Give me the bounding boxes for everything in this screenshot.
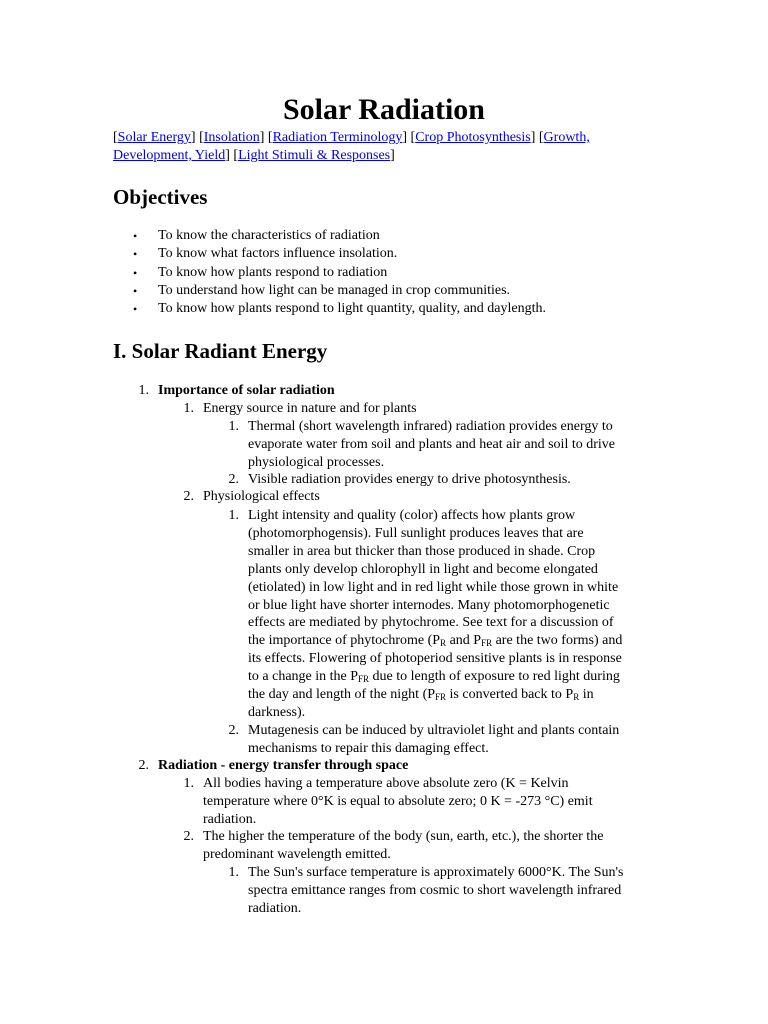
list-item-line: physiological processes.: [248, 455, 385, 470]
list-item-line: spectra emittance ranges from cosmic to short wavelength infrared: [248, 883, 622, 898]
list-item-line: All bodies having a temperature above absolute zero (K = Kelvin: [203, 776, 569, 791]
objective-item: To know what factors influence insolation.: [158, 246, 398, 261]
list-item-line: The higher the temperature of the body (sun, earth, etc.), the shorter the: [203, 829, 604, 844]
list-item-line: Mutagenesis can be induced by ultraviolet light and plants contain: [248, 723, 620, 738]
list-item-line: to a change in the $P_{FR}$ due to length of exposure to red light during: [248, 669, 620, 684]
list-number: 1.: [183, 401, 194, 416]
nav-link-radiation-terminology[interactable]: Radiation Terminology: [272, 130, 403, 145]
page-title: Solar Radiation: [283, 93, 485, 126]
list-number: 1.: [138, 383, 149, 398]
list-item: Physiological effects: [203, 489, 320, 504]
objective-item: To understand how light can be managed in crop communities.: [158, 283, 511, 298]
list-item-line: its effects. Flowering of photoperiod sensitive plants is in response: [248, 651, 622, 666]
nav-link-insolation[interactable]: Insolation: [203, 130, 260, 145]
list-item-heading: Radiation - energy transfer through space: [158, 758, 409, 773]
nav-link-growth-development-yield[interactable]: Growth, Development, Yield: [113, 130, 590, 163]
list-item-line: Light intensity and quality (color) affects how plants grow: [248, 508, 576, 523]
list-number: 1.: [183, 776, 194, 791]
bullet-icon: •: [133, 229, 138, 243]
list-item-line: (photomorphogensis). Full sunlight produces leaves that are: [248, 526, 584, 541]
objective-item: To know how plants respond to light quantity, quality, and daylength.: [158, 301, 546, 316]
nav-link-light-stimuli-responses[interactable]: Light Stimuli & Responses: [238, 148, 391, 163]
bullet-icon: •: [133, 247, 138, 261]
bullet-icon: •: [133, 284, 138, 298]
list-number: 2.: [228, 472, 239, 487]
list-item: Energy source in nature and for plants: [203, 401, 417, 416]
list-item-line: evaporate water from soil and plants and heat air and soil to drive: [248, 437, 615, 452]
nav-link-crop-photosynthesis[interactable]: Crop Photosynthesis: [415, 130, 531, 145]
list-item-heading: Importance of solar radiation: [158, 383, 335, 398]
list-number: 2.: [138, 758, 149, 773]
list-number: 2.: [183, 829, 194, 844]
list-item-line: or blue light have shorter internodes. Many photomorphogenetic: [248, 598, 610, 613]
bullet-icon: •: [133, 266, 138, 280]
list-item-line: temperature where 0°K is equal to absolute zero; 0 K = -273 °C) emit: [203, 794, 593, 809]
topic-nav: [Solar Energy] [Insolation] [Radiation Terminology] [Crop Photosynthesis] [Growth, Development, Yield] [Light Stimuli & Responses]: [113, 130, 590, 163]
list-number: 2.: [228, 723, 239, 738]
list-item-line: Visible radiation provides energy to drive photosynthesis.: [248, 472, 571, 487]
list-number: 1.: [228, 508, 239, 523]
list-item-line: the importance of phytochrome ($P_R$ and $P_{FR}$ are the two forms) and: [248, 633, 623, 648]
list-item-line: The Sun's surface temperature is approximately 6000°K. The Sun's: [248, 865, 624, 880]
list-number: 1.: [228, 865, 239, 880]
list-item-line: mechanisms to repair this damaging effect.: [248, 741, 489, 756]
list-item-line: radiation.: [248, 901, 302, 916]
objective-item: To know how plants respond to radiation: [158, 265, 388, 280]
list-number: 1.: [228, 419, 239, 434]
bullet-icon: •: [133, 302, 138, 316]
list-item-line: plants only develop chlorophyll in light and become elongated: [248, 562, 598, 577]
list-item-line: effects are mediated by phytochrome. See text for a discussion of: [248, 615, 614, 630]
list-item-line: (etiolated) in low light and in red light while those grown in white: [248, 580, 619, 595]
objective-item: To know the characteristics of radiation: [158, 228, 380, 243]
nav-link-solar-energy[interactable]: Solar Energy: [117, 130, 191, 145]
list-item-line: darkness).: [248, 705, 306, 720]
list-item-line: radiation.: [203, 812, 257, 827]
list-item-line: the day and length of the night ($P_{FR}$ is converted back to $P_R$ in: [248, 687, 594, 702]
list-number: 2.: [183, 489, 194, 504]
list-item-line: predominant wavelength emitted.: [203, 847, 391, 862]
objectives-heading: Objectives: [113, 185, 208, 209]
section-heading: I. Solar Radiant Energy: [113, 339, 328, 363]
list-item-line: smaller in area but thicker than those produced in shade. Crop: [248, 544, 596, 559]
list-item-line: Thermal (short wavelength infrared) radiation provides energy to: [248, 419, 613, 434]
